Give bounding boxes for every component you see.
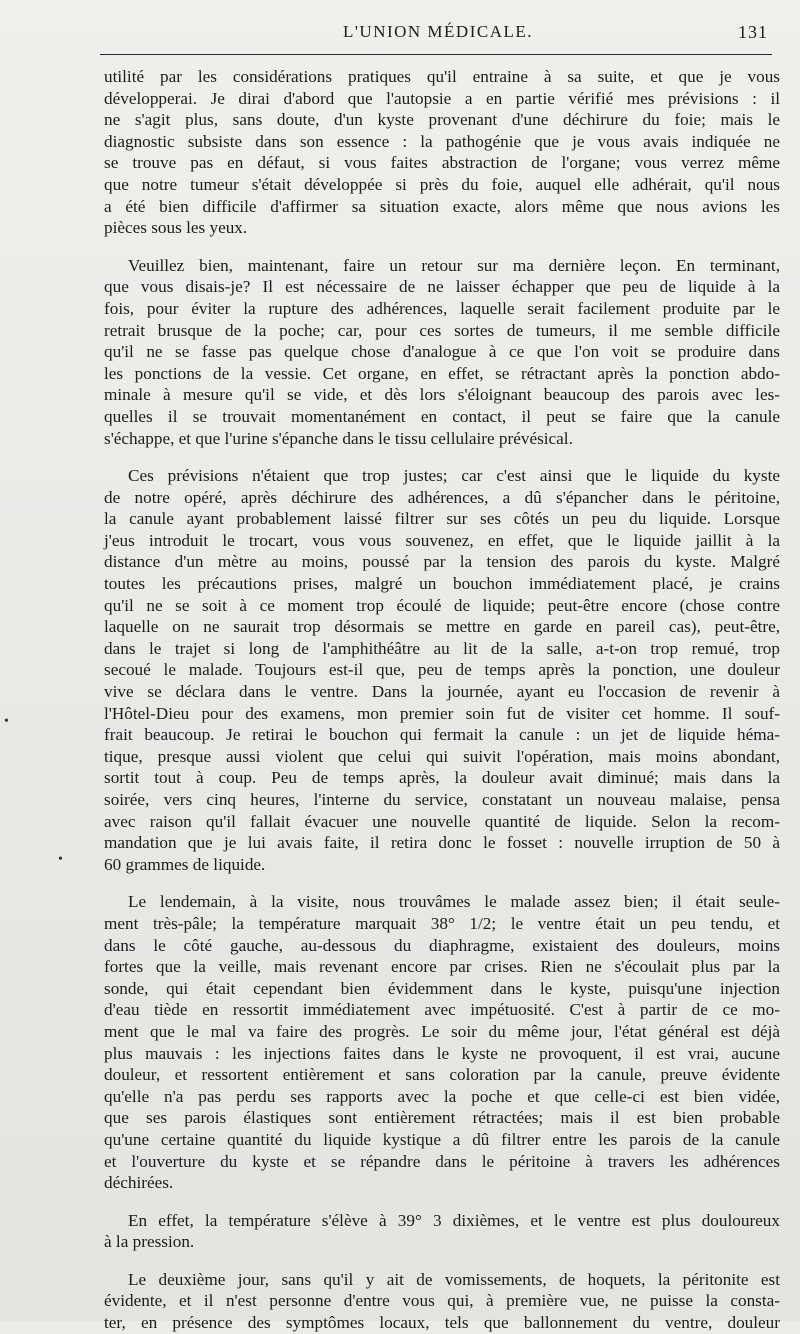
text-line: retrait brusque de la poche; car, pour ces sortes de tumeurs, il me semble difficile	[104, 320, 780, 340]
text-line: douleur, et ressortent entièrement et sans coloration par la canule, preuve évidente	[104, 1065, 780, 1085]
text-line: fortes que la veille, mais revenant encore par crises. Rien ne s'écoulait plus par la	[104, 957, 780, 977]
paragraph	[104, 66, 780, 239]
page-header	[108, 22, 768, 50]
paragraph-gap	[104, 875, 780, 891]
paragraph-gap	[104, 239, 780, 255]
text-line: Le deuxième jour, sans qu'il y ait de vomissements, de hoquets, la péritonite est	[128, 1269, 780, 1289]
text-line: toutes les précautions prises, malgré un bouchon immédiatement placé, je crains	[104, 574, 780, 594]
paragraph	[104, 255, 780, 449]
text-line: fois, pour éviter la rupture des adhérences, laquelle serait facilement produite par le	[104, 298, 780, 318]
text-line: dans le côté gauche, au-dessous du diaphragme, existaient des douleurs, moins	[104, 935, 780, 955]
paragraph-gap	[104, 449, 780, 465]
text-line: quelles il se trouvait momentanément en contact, il peut se faire que la canule	[104, 406, 780, 426]
text-line: ment que le mal va faire des progrès. Le soir du même jour, l'état général est déjà	[104, 1021, 780, 1041]
text-line: de notre opéré, après déchirure des adhérences, a dû s'épancher dans le péritoine,	[104, 487, 780, 507]
page-number: 131	[738, 22, 768, 42]
text-line: évidente, et il n'est personne d'entre vous qui, à première vue, ne puisse la consta-	[104, 1291, 780, 1311]
text-line: frait beaucoup. Je retirai le bouchon qui fermait la canule : un jet de liquide héma-	[104, 725, 780, 745]
text-line: ment très-pâle; la température marquait 38° 1/2; le ventre était un peu tendu, et	[104, 913, 780, 933]
text-line: qu'il ne se fasse pas quelque chose d'analogue à ce que l'on voit se produire dans	[104, 342, 780, 362]
body-text	[104, 66, 780, 1334]
text-line: diagnostic subsiste dans son essence : la pathogénie que je vous avais indiquée ne	[104, 131, 780, 151]
text-line: l'Hôtel-Dieu pour des examens, mon premier soin fut de visiter cet homme. Il souf-	[104, 703, 780, 723]
paragraph	[104, 1210, 780, 1253]
text-line: d'eau tiède en ressortit immédiatement avec impétuosité. C'est à partir de ce mo-	[104, 1000, 780, 1020]
text-line: qu'une certaine quantité du liquide kystique a dû filtrer entre les parois de la canule	[104, 1129, 780, 1149]
text-line: Veuillez bien, maintenant, faire un retour sur ma dernière leçon. En terminant,	[128, 255, 780, 275]
text-line: 60 grammes de liquide.	[104, 854, 266, 874]
text-line: laquelle on ne saurait trop désormais se mettre en garde en pareil cas), peut-être,	[104, 617, 780, 637]
text-line: qu'il ne se soit à ce moment trop écoulé de liquide; peut-être encore (chose contre	[104, 595, 780, 615]
paragraph-gap	[104, 1253, 780, 1269]
text-line: s'échappe, et que l'urine s'épanche dans le tissu cellulaire prévésical.	[104, 428, 573, 448]
text-line: sortit tout à coup. Peu de temps après, la douleur avait diminué; mais dans la	[104, 768, 780, 788]
text-line: et l'ouverture du kyste et se répandre dans le péritoine à travers les adhérences	[104, 1151, 780, 1171]
text-line: mandation que je lui avais faite, il retira donc le fosset : nouvelle irruption de 50 à	[104, 833, 780, 853]
text-line: distance d'un mètre au moins, poussé par la tension des parois du kyste. Malgré	[104, 552, 780, 572]
text-line: minale à mesure qu'il se vide, et dès lors s'éloignant beaucoup des parois avec les-	[104, 385, 780, 405]
text-line: vive se déclara dans le ventre. Dans la journée, ayant eu l'occasion de revenir à	[104, 682, 780, 702]
text-line: a été bien difficile d'affirmer sa situation exacte, alors même que nous avions les	[104, 196, 780, 216]
text-line: soirée, vers cinq heures, l'interne du service, constatant un nouveau malaise, pensa	[104, 790, 780, 809]
text-line: la canule ayant probablement laissé filtrer sur ses côtés un peu du liquide. Lorsque	[104, 509, 780, 529]
paragraph-gap	[104, 1194, 780, 1210]
text-line: que notre tumeur s'était développée si près du foie, auquel elle adhérait, qu'il nous	[104, 174, 780, 194]
margin-bullet: •	[4, 714, 9, 729]
text-line: avec raison qu'il fallait évacuer une nouvelle quantité de liquide. Selon la recom-	[104, 811, 780, 831]
margin-dot: •	[58, 852, 63, 867]
text-line: que vous disais-je? Il est nécessaire de ne laisser échapper que peu de liquide à la	[104, 277, 780, 297]
text-line: dans le trajet si long de l'amphithéâtre au lit de la salle, a-t-on trop remué, trop	[104, 638, 780, 658]
text-line: tique, presque aussi violent que celui qui suivit l'opération, mais moins abondant,	[104, 746, 780, 766]
paragraph	[104, 1269, 780, 1334]
text-line: les ponctions de la vessie. Cet organe, en effet, se rétractant après la ponction abdo-	[104, 363, 780, 383]
text-line: déchirées.	[104, 1173, 174, 1193]
text-line: se trouve pas en défaut, si vous faites abstraction de l'organe; vous verrez même	[104, 153, 780, 173]
paragraph	[104, 891, 780, 1193]
text-line: ter, en présence des symptômes locaux, tels que ballonnement du ventre, douleur	[104, 1313, 780, 1333]
text-line: à la pression.	[104, 1232, 195, 1252]
text-line: pièces sous les yeux.	[104, 218, 248, 238]
header-rule	[100, 54, 772, 55]
text-line: plus mauvais : les injections faites dans le kyste ne provoquent, il est vrai, aucune	[104, 1043, 780, 1063]
text-line: que ses parois élastiques sont entièrement rétractées; mais il est bien probable	[104, 1108, 780, 1128]
text-line: sonde, qui était cependant bien évidemment dans le kyste, puisqu'une injection	[104, 978, 780, 998]
text-line: secoué le malade. Toujours est-il que, peu de temps après la ponction, une douleur	[104, 660, 780, 680]
text-line: Le lendemain, à la visite, nous trouvâmes le malade assez bien; il était seule-	[128, 892, 780, 912]
text-line: ne s'agit plus, sans doute, d'un kyste provenant d'une déchirure du foie; mais le	[104, 110, 780, 130]
text-line: qu'elle n'a pas perdu ses rapports avec la poche et que celle-ci est bien vidée,	[104, 1086, 780, 1106]
text-line: Ces prévisions n'étaient que trop justes; car c'est ainsi que le liquide du kyste	[128, 466, 780, 486]
running-title: L'UNION MÉDICALE.	[342, 22, 534, 41]
paragraph	[104, 465, 780, 875]
text-line: utilité par les considérations pratiques qu'il entraine à sa suite, et que je vous	[104, 67, 780, 86]
text-line: En effet, la température s'élève à 39° 3 dixièmes, et le ventre est plus douloureux	[128, 1210, 780, 1230]
text-line: développerai. Je dirai d'abord que l'autopsie a en partie vérifié mes prévisions : il	[104, 88, 780, 108]
text-line: j'eus introduit le trocart, vous vous souvenez, en effet, que le liquide jaillit à la	[104, 530, 780, 550]
